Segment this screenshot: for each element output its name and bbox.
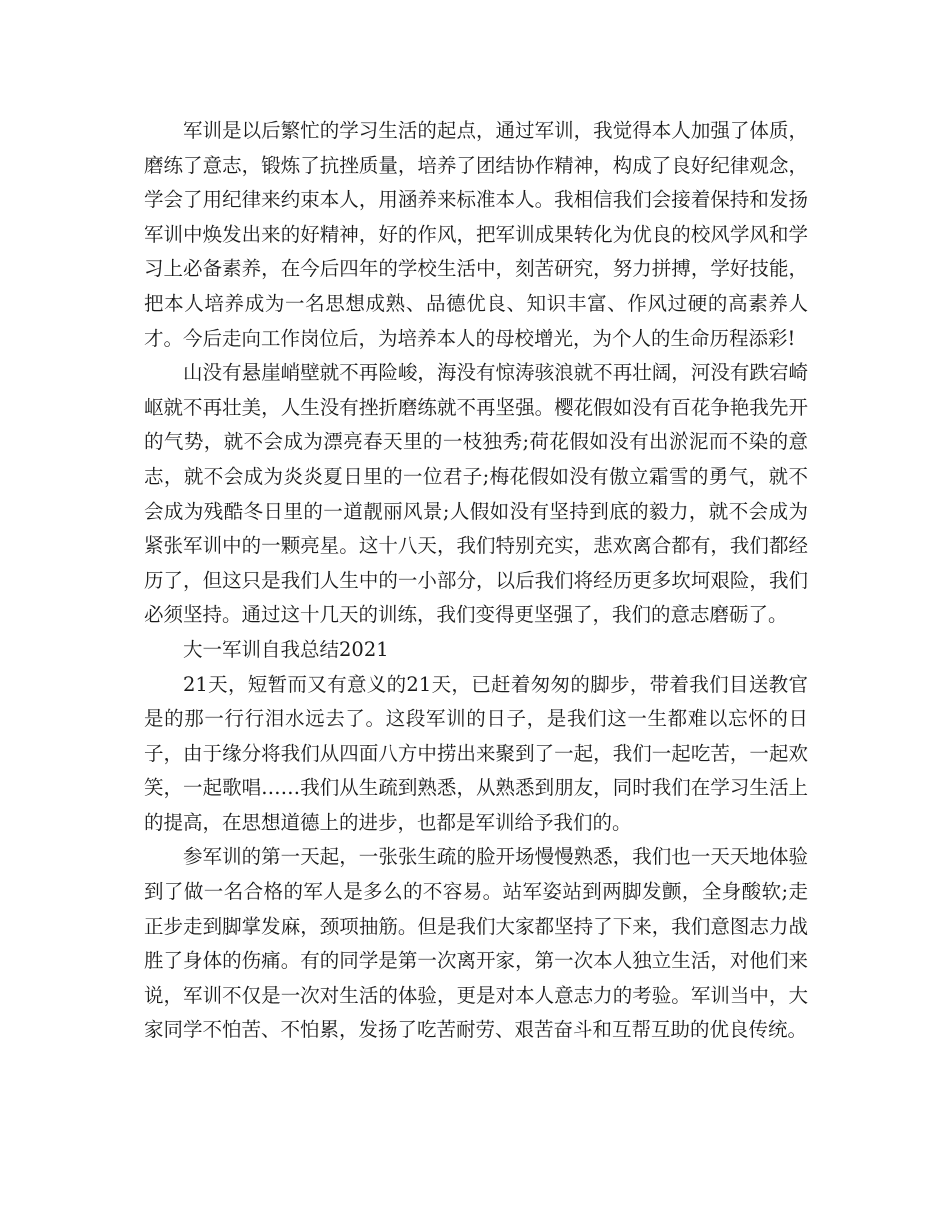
section-heading: 大一军训自我总结2021 xyxy=(183,637,389,661)
paragraph-twenty-one-days: 21天，短暂而又有意义的21天，已赶着匆匆的脚步，带着我们目送教官是的那一行行泪水远去了。这段军训的日子，是我们这一生都难以忘怀的日子，由于缘分将我们从四面八方中捞出来聚到了一起，我们一起吃苦，一起欢笑，一起歌唱……我们从生疏到熟悉，从熟悉到朋友，同时我们在学习生活上的提高，在思想道德上的进步，也都是军训给予我们的。 xyxy=(144,672,808,834)
document-body xyxy=(144,114,808,1048)
paragraph-military-training-start: 军训是以后繁忙的学习生活的起点，通过军训，我觉得本人加强了体质，磨练了意志，锻炼了抗挫质量，培养了团结协作精神，构成了良好纪律观念，学会了用纪律来约束本人，用涵养来标准本人。我相信我们会接着保持和发扬军训中焕发出来的好精神，好的作风，把军训成果转化为优良的校风学风和学习上必备素养，在今后四年的学校生活中，刻苦研究，努力拼搏，学好技能，把本人培养成为一名思想成熟、品德优良、知识丰富、作风过硬的高素养人才。今后走向工作岗位后，为培养本人的母校增光，为个人的生命历程添彩! xyxy=(144,119,808,350)
paragraph-first-day: 参军训的第一天起，一张张生疏的脸开场慢慢熟悉，我们也一天天地体验到了做一名合格的军人是多么的不容易。站军姿站到两脚发颤，全身酸软;走正步走到脚掌发麻，颈项抽筋。但是我们大家都坚持了下来，我们意图志力战胜了身体的伤痛。有的同学是第一次离开家，第一次本人独立生活，对他们来说，军训不仅是一次对生活的体验，更是对本人意志力的考验。军训当中，大家同学不怕苦、不怕累，发扬了吃苦耐劳、艰苦奋斗和互帮互助的优良传统。 xyxy=(144,845,808,1042)
paragraph-mountain-metaphor: 山没有悬崖峭壁就不再险峻，海没有惊涛骇浪就不再壮阔，河没有跌宕崎岖就不再壮美，人生没有挫折磨练就不再坚强。樱花假如没有百花争艳我先开的气势，就不会成为漂亮春天里的一枝独秀;荷花假如没有出淤泥而不染的意志，就不会成为炎炎夏日里的一位君子;梅花假如没有傲立霜雪的勇气，就不会成为残酷冬日里的一道靓丽风景;人假如没有坚持到底的毅力，就不会成为紧张军训中的一颗亮星。这十八天，我们特别充实，悲欢离合都有，我们都经历了，但这只是我们人生中的一小部分，以后我们将经历更多坎坷艰险，我们必须坚持。通过这十几天的训练，我们变得更坚强了，我们的意志磨砺了。 xyxy=(144,361,808,627)
